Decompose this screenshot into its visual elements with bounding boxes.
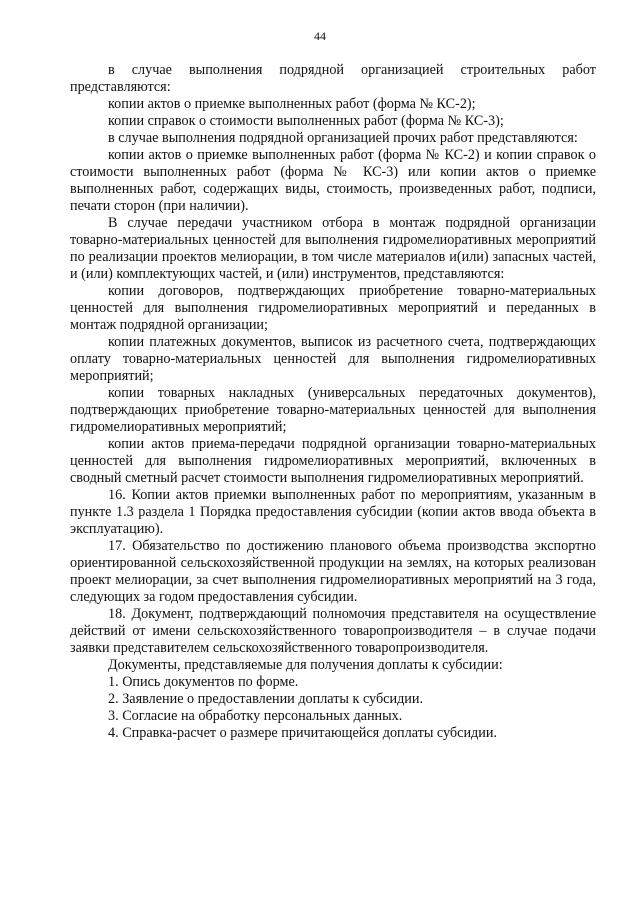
paragraph: 18. Документ, подтверждающий полномочия представителя на осуществление действий от имени сельскохозяйственного товаропроизводителя – в случае подачи заявки представителем сельскохозяйственного товаропроизводителя. [70,606,596,656]
paragraph: 16. Копии актов приемки выполненных работ по мероприятиям, указанным в пункте 1.3 раздела 1 Порядка предоставления субсидии (копии актов ввода объекта в эксплуатацию). [70,487,596,537]
paragraph: копии товарных накладных (универсальных передаточных документов), подтверждающих приобретение товарно-материальных ценностей для выполнения гидромелиоративных мероприятий; [70,385,596,435]
paragraph: копии актов приема-передачи подрядной организации товарно-материальных ценностей для выполнения гидромелиоративных мероприятий, включенных в сводный сметный расчет стоимости выполнения гидромелиоративных мероприятий. [70,436,596,486]
paragraph: 17. Обязательство по достижению планового объема производства экспортно ориентированной сельскохозяйственной продукции на землях, на которых реализован проект мелиорации, за счет выполнения гидромелиоративных мероприятий на 3 года, следующих за годом предоставления субсидии. [70,538,596,605]
paragraph: копии актов о приемке выполненных работ (форма № КС-2) и копии справок о стоимости выполненных работ (форма № КС-3) или копии актов о приемке выполненных работ, содержащих виды, стоимость, произведенных работ, подписи, печати сторон (при наличии). [70,147,596,214]
paragraph: копии справок о стоимости выполненных работ (форма № КС-3); [108,113,504,129]
list-item: 3. Согласие на обработку персональных данных. [108,708,403,724]
paragraph: копии актов о приемке выполненных работ (форма № КС-2); [108,96,476,112]
document-body [70,62,596,742]
list-item: 4. Справка-расчет о размере причитающейся доплаты субсидии. [108,725,497,741]
paragraph: в случае выполнения подрядной организацией прочих работ представляются: [108,130,578,146]
paragraph: В случае передачи участником отбора в монтаж подрядной организации товарно-материальных ценностей для выполнения гидромелиоративных мероприятий по реализации проектов мелиорации, в том числе материалов и(или) запасных частей, и (или) комплектующих частей, и (или) инструментов, представляются: [70,215,596,282]
paragraph: копии платежных документов, выписок из расчетного счета, подтверждающих оплату товарно-материальных ценностей для выполнения гидромелиоративных мероприятий; [70,334,596,384]
page-number: 44 [314,29,326,43]
paragraph: Документы, представляемые для получения доплаты к субсидии: [108,657,503,673]
paragraph: в случае выполнения подрядной организацией строительных работ представляются: [70,62,596,95]
list-item: 2. Заявление о предоставлении доплаты к субсидии. [108,691,424,707]
list-item: 1. Опись документов по форме. [108,674,299,690]
paragraph: копии договоров, подтверждающих приобретение товарно-материальных ценностей для выполнения гидромелиоративных мероприятий и переданных в монтаж подрядной организации; [70,283,596,333]
